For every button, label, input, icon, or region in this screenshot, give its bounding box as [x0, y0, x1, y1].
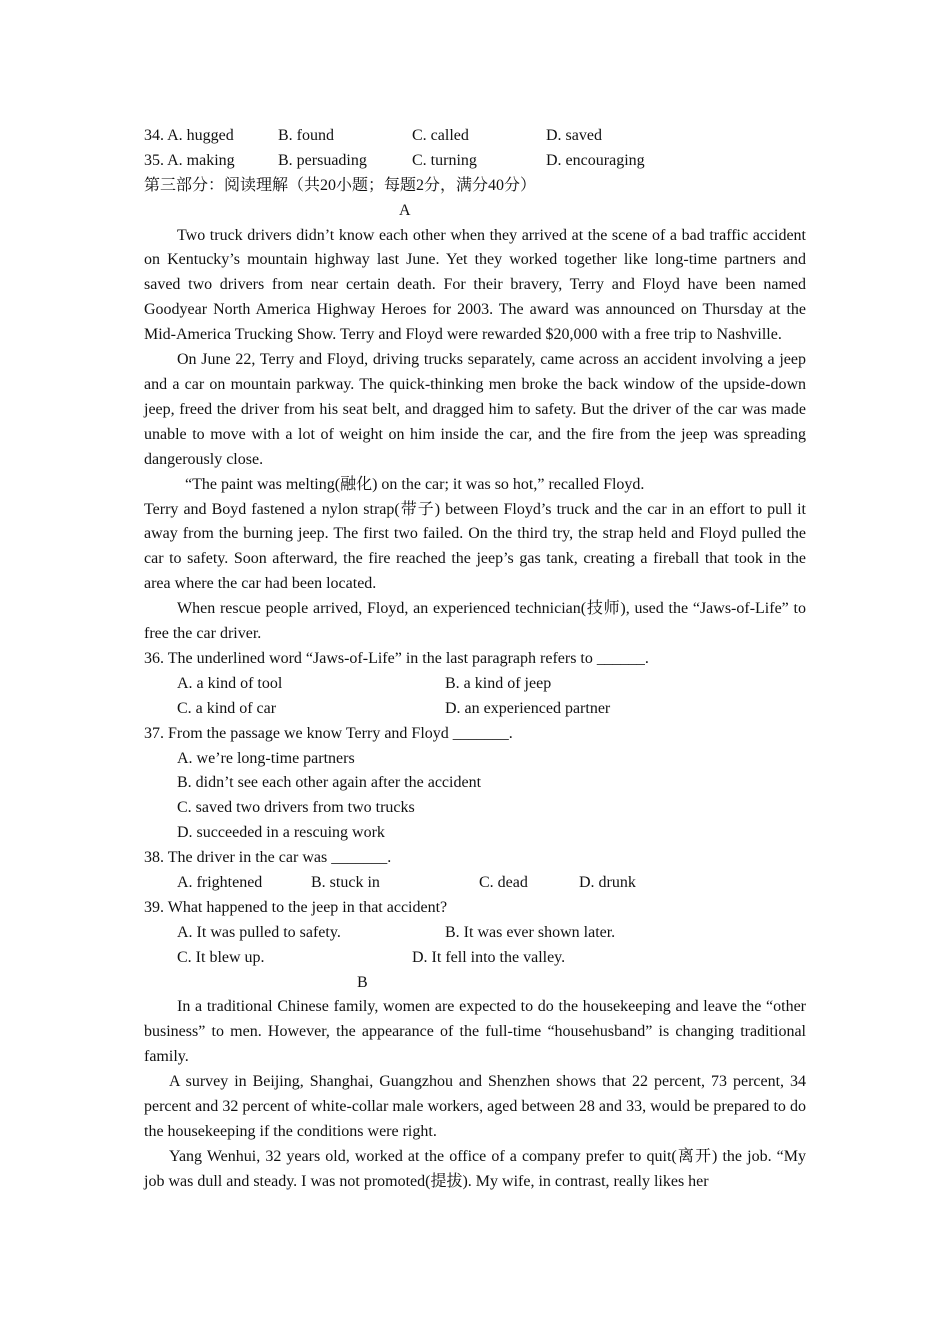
question-37-stem [144, 722, 806, 747]
section-heading [144, 174, 806, 199]
q37-row-c [144, 796, 806, 821]
passage-a-paragraph-2: On June 22, Terry and Floyd, driving trucks separately, came across an accident involving a jeep and a car on mountain parkway. The quick-thinking men broke the back window of the upside-down jeep, freed the driver from his seat belt, and dragged him to safety. But the driver of the car was made unable to move with a lot of weight on him inside the car, and the fire from the jeep was spreading dangerously close. [144, 351, 806, 468]
question-36-stem [144, 647, 806, 672]
q37-option-c: C. saved two drivers from two trucks [177, 799, 415, 817]
q37-row-a [144, 747, 806, 772]
question-39-row-2 [144, 946, 806, 971]
q34-option-b: B. found [278, 127, 334, 144]
q39-option-d: D. It fell into the valley. [412, 948, 566, 966]
passage-a-paragraph-3: “The paint was melting(融化) on the car; it was so hot,” recalled Floyd. [185, 475, 645, 493]
question-35 [144, 149, 806, 174]
q37-row-b [144, 771, 806, 796]
q38-option-c: C. dead [479, 873, 528, 891]
question-36-row-1 [144, 672, 806, 697]
passage-b-paragraph-1: In a traditional Chinese family, women are expected to do the housekeeping and leave the “other business” to men. However, the appearance of the full-time “househusband” is changing traditional family. [144, 998, 806, 1066]
q34-option-c: C. called [412, 127, 469, 144]
passage-b-paragraph-2: A survey in Beijing, Shanghai, Guangzhou and Shenzhen shows that 22 percent, 73 percent, 34 percent and 32 percent of white-collar male workers, aged between 28 and 33, would be prepared to do the housekeeping if the conditions were right. [144, 1073, 806, 1140]
question-39-stem [144, 896, 806, 921]
q37-option-a: A. we’re long-time partners [177, 749, 355, 767]
q36-option-c: C. a kind of car [177, 699, 277, 717]
q39-option-b: B. It was ever shown later. [445, 923, 616, 941]
passage-b-label: B [357, 973, 368, 991]
passage-a-paragraph-5: When rescue people arrived, Floyd, an experienced technician(技师), used the “Jaws-of-Life” to free the car driver. [144, 600, 806, 643]
q37-stem-text: 37. From the passage we know Terry and Floyd _______. [144, 724, 513, 742]
q35-option-a: 35. A. making [144, 151, 235, 169]
q37-option-b: B. didn’t see each other again after the accident [177, 774, 482, 792]
question-38-stem [144, 846, 806, 871]
q34-option-a: 34. A. hugged [144, 127, 234, 144]
question-39-row-1 [144, 921, 806, 946]
q36-option-b: B. a kind of jeep [445, 674, 552, 692]
q36-stem-text: 36. The underlined word “Jaws-of-Life” in the last paragraph refers to ______. [144, 649, 649, 667]
q39-stem-text: 39. What happened to the jeep in that accident? [144, 898, 448, 916]
question-34 [144, 124, 806, 149]
q34-option-d: D. saved [546, 127, 602, 144]
passage-a-paragraph-1: Two truck drivers didn’t know each other when they arrived at the scene of a bad traffic accident on Kentucky’s mountain highway last June. Yet they worked together like long-time partners and saved two drivers from near certain death. For their bravery, Terry and Floyd have been named Goodyear North America Highway Heroes for 2003. The award was announced on Thursday at the Mid-America Trucking Show. Terry and Floyd were rewarded $20,000 with a free trip to Nashville. [144, 226, 806, 344]
q38-option-a: A. frightened [177, 873, 263, 891]
q35-option-b: B. persuading [278, 151, 367, 169]
q35-option-d: D. encouraging [546, 151, 645, 169]
passage-a-label: A [399, 201, 411, 219]
q36-option-a: A. a kind of tool [177, 674, 283, 692]
q36-option-d: D. an experienced partner [445, 699, 611, 717]
q38-stem-text: 38. The driver in the car was _______. [144, 849, 392, 867]
q38-option-d: D. drunk [579, 873, 636, 891]
passage-b-label-row [144, 971, 806, 996]
section-heading-text: 第三部分：阅读理解（共20小题；每题2分，满分40分） [144, 176, 537, 194]
passage-a-label-row [144, 199, 806, 224]
q35-option-c: C. turning [412, 151, 477, 169]
q37-option-d: D. succeeded in a rescuing work [177, 824, 385, 842]
question-38-options [144, 871, 806, 896]
passage-b-paragraph-3: Yang Wenhui, 32 years old, worked at the office of a company prefer to quit(离开) the job. “My job was dull and steady. I was not promoted(提拔). My wife, in contrast, really likes her [144, 1147, 806, 1190]
q39-option-c: C. It blew up. [177, 948, 265, 966]
q38-option-b: B. stuck in [311, 873, 380, 891]
passage-a-paragraph-4: Terry and Boyd fastened a nylon strap(带子) between Floyd’s truck and the car in an effort to pull it away from the burning jeep. The first two failed. On the third try, the strap held and Floyd pulled the car to safety. Soon afterward, the fire reached the jeep’s gas tank, creating a fireball that took in the area where the car had been located. [144, 500, 806, 593]
q39-option-a: A. It was pulled to safety. [177, 923, 341, 941]
question-36-row-2 [144, 697, 806, 722]
exam-page [144, 124, 806, 1195]
q37-row-d [144, 821, 806, 846]
